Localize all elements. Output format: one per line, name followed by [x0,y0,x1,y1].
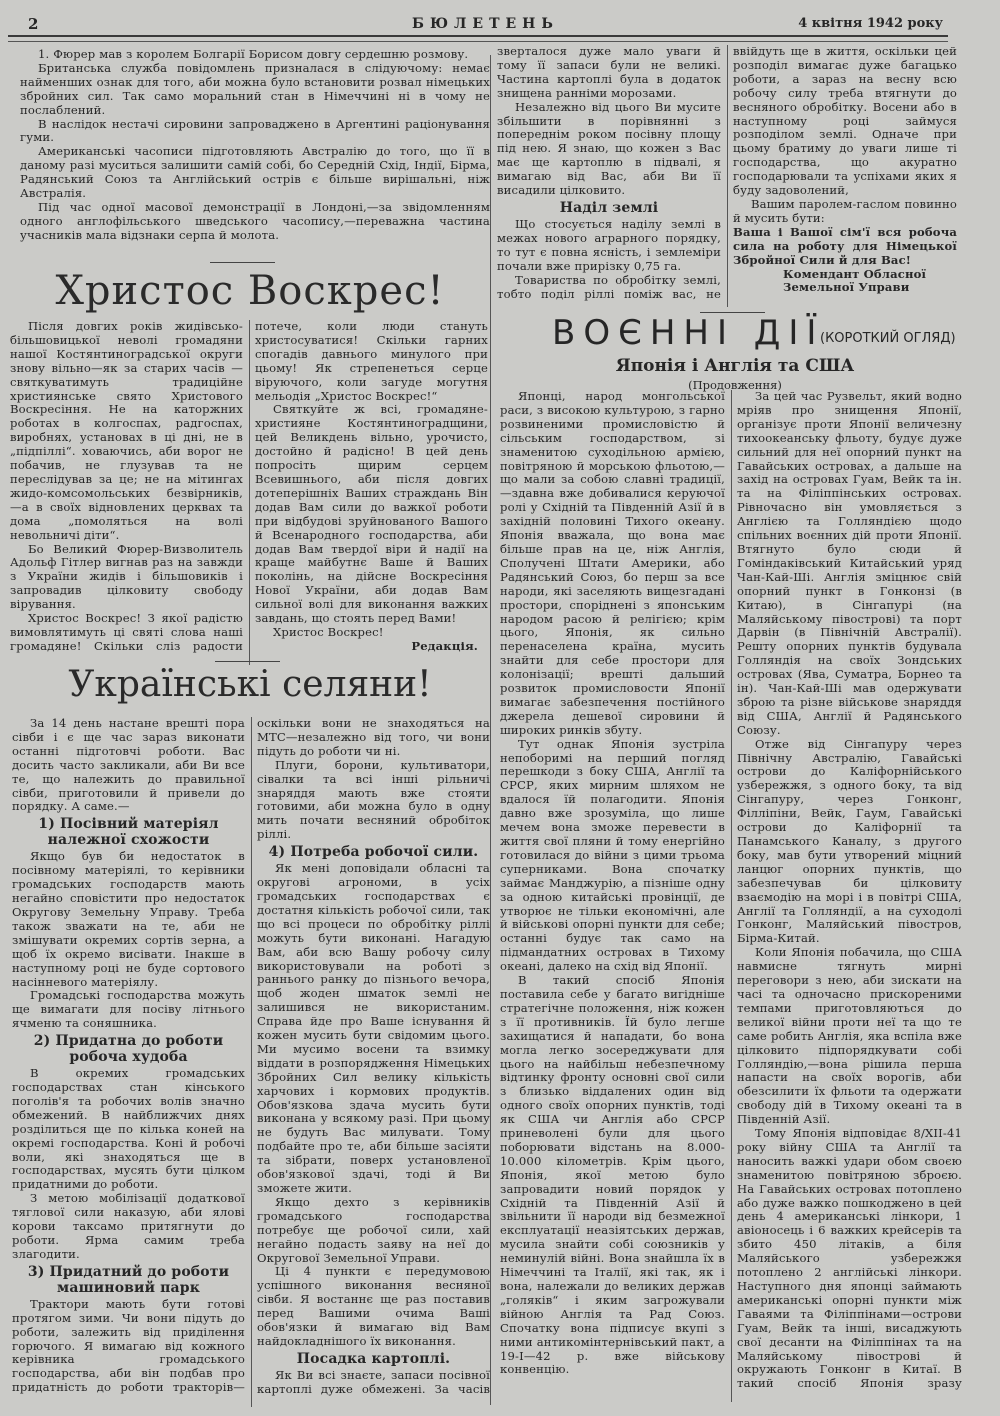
paragraph: Бо Великий Фюрер-Визволитель Адольф Гітлер вигнав раз на завжди з України жидів і більшовиків і запровадив цілковиту свободу вірування. [10,541,243,612]
news-brief-article [20,48,490,258]
section-heading: 1) Посівний матеріял належної схожости [38,816,219,849]
paragraph: Тому Японія відповідає 8/XII-41 року війну США та Англії та наносить важкі удари обом своєю знаменитою повітряною зброєю. На Гавайських островах потоплено або дуже важко пошкоджено в цей день 4 американські лінкори, 1 авіоносець і 6 важких крейсерів та збито 450 літаків, а біля Маляйського узбережжя потоплено 2 англійські лінкори. Наступного дня японці займають американські опорні пункти між Гаваями та Філіппінами—острови Гуам, Вейк та інші, висаджують свої десанти на Філіппінах та на Маляйському півострові й окружають Гонконг в Китаї. В такий спосіб Японія зразу [737,1126,962,1391]
issue-date: 4 квітня 1942 року [798,16,943,31]
peasants-article [12,717,490,1407]
page-number: 2 [28,15,39,33]
paragraph: В окремих громадських господарствах стан кінського поголів'я та робочих волів значно обмежений. В найближчих днях розділиться ще по кілька коней на окремі господарства. Коні й робочі воли, які знаходяться ще в господарствах, мусять бути цілком придатними до роботи. [12,1066,245,1192]
paragraph: Якщо був би недостаток в посівному матеріялі, то керівники громадських господарств мають негайно сповістити про недостаток Округову Земельну Управу. Треба також зважати на те, аби не змішувати окремих сортів зерна, а щоб їх окремо висівати. Інакше в наступному році не буде сортового насінневого матеріялу. [12,849,245,989]
war-subheadline: Японія і Англія та США [615,356,855,376]
paragraph: В такий спосіб Японія поставила себе у багато вигідніше стратегічне положення, ніж кожен з її противників. Їй було легше захищатися й нападати, бо вона могла легко зосереджувати для цього на найбільш небезпечному відтинку фронту основні свої сили з близько віддалених один від одного своїх опорних пунктів, тоді як США чи Англія або СРСР приневолені були для цього поборювати відстань на 8.000-10.000 кілометрів. Крім цього, Японія, якої метою було запровадити новий порядок у Східній та Південній Азії й звільнити її народи від безмежної експлуатації неазіятських держав, мусила знайти собі союзників у неминулій війні. Вона знайшла їх в Німеччині та Італії, які так, як і вона, належали до великих держав „голяків“ і яким загрожували війною Англія та Рад Союз. Спочатку вона підписує вкупі з ними антикомінтернівський пакт, а 19-I—42 р. вже військову конвенцію. [500,973,725,1377]
page-column-rule [490,55,491,1405]
paragraph: Як мені доповідали обласні та округові агрономи, в усіх громадських господарствах є достатня кількість робочої сили, так що всі процеси по обробітку ріллі можуть бути виконані. Нагадую Вам, аби всю Вашу робочу силу використовували на роботі з раннього ранку до пізнього вечора, щоб жоден шматок землі не залишився не використаним. Справа йде про Ваше існування й кожен мусить бути свідомим цього. Ми мусимо восени та взимку віддати в розпорядження Німецьких Збройних Сил велику кількість харчових і кормових продуктів. Обов'язкова здача мусить бути виконана у всякому разі. При цьому не будуть Вас милувати. Тому подбайте про те, аби більше засіяти та зібрати, поверх установленої обов'язкової здачі, тоді й Ви зможете жити. [257,861,490,1195]
paragraph: 1. Фюрер мав з королем Болгарії Борисом довгу сердешню розмову. [38,47,469,61]
section-heading: 4) Потреба робочої сили. [268,844,479,861]
paragraph: Громадські господарства можуть ще вимагати для посіву літнього ячменю та соняшника. [12,988,245,1031]
masthead-rule [8,35,948,42]
paragraph: Святкуйте ж всі, громадяне-християне Костянтиноградщини, цей Великдень вільно, урочисто, достойно й радісно! В цей день попросіть щирим серцем Всевишнього, аби після довгих дотеперішніх Ваших страждань Він додав Вам сили до важкої роботи при відбудові зруйнованого Вашого й Всенародного господарства, аби додав Вам твердої віри й надії на краще майбутнє Ваше й Ваших поколінь, на дійсне Воскресіння Нової України, аби додав Вам сильної волі для виконання важких завдань, що стоять перед Вами! [255,402,488,626]
paragraph: Плуги, борони, культиватори, сівалки та всі інші рільничі знаряддя мають вже стояти готовими, аби можна було в одну мить почати весняний обробіток ріллі. [257,757,490,842]
peasants-continuation-article [497,45,957,307]
paragraph: З метою мобілізації додаткової тяглової сили наказую, аби ялові корови таксамо притягнути до роботи. Ярма самим треба злагодити. [12,1191,245,1261]
signature-line: Редакція. [411,638,478,653]
signature-line: Земельної Управи [783,280,910,295]
war-headline-note: (КОРОТКИЙ ОГЛЯД) [820,331,956,346]
paragraph: Американські часописи підготовляють Австралію до того, що її в даному разі муситься залишити самій собі, бо Середній Схід, Індії, Бірма, Радянський Союз та Англійський острів є більше вирішальні, ніж Австралія. [20,144,490,201]
peasants-headline: Українські селяни! [68,664,432,705]
newspaper-title: БЮЛЕТЕНЬ [412,16,559,32]
paragraph: Отже від Сінгапуру через Північну Австралію, Гавайські острови до Каліфорнійського узбережжя, з одного боку, та від Сінгапуру, через Гонконг, Філліпіни, Вейк, Гаум, Гавайські острови до Каліфорнії та Панамського Каналу, з другого боку, мав бути утворений міцний ланцюг опорних пунктів, що забезпечував би цілковиту взаємодію на морі і в повітрі США, Англії та Голляндії, а на суходолі Гонконг, Маляйський півостров, Бірма-Китай. [737,736,962,946]
divider [215,661,280,662]
paragraph: В наслідок нестачі сировини запроваджено в Аргентині раціонування гуми. [20,116,490,145]
paragraph: За цей час Рузвельт, який водно мріяв про знищення Японії, організує проти Японії величезну тихоокеанську фльоту, будує дуже сильний для неї опорний пункт на Гавайських островах, а дальше на захід на островах Гуам, Вейк та ін. та на Філіппінських островах. Рівночасно він умовляється з Англією та Голляндією щодо спільних воєнних дій проти Японії. Втягнуто було сюди й Гоміндаківський Китайський уряд Чан-Кай-Ші. Англія зміцнює свій опорний пункт в Гонконзі (в Китаю), в Сінгапурі (на Маляйському півострові) та порт Дарвін (в Північній Австралії). Решту опорних пунктів будувала Голляндія на своїх Зондських островах (Ява, Суматра, Борнео та ін). Чан-Кай-Ші мав одержувати зброю та різне військове знаряддя від США, Англії й Радянського Союзу. [737,390,962,737]
signature-line: Комендант Обласної [783,266,927,281]
paragraph: Тут однак Японія зустріла непоборимі на перший погляд перешкоди з боку США, Англії та СРСР, яких мирним шляхом не вдалося їй полагодити. Японія давно вже зрозуміла, що лише мечем вона зможе перевести в життя свої пляни й тому енергійно готовилася до війни з цими трьома суперниками. Вона спочатку займає Манджурію, а пізніше одну за одною китайські провінції, де утворює не тільки економічні, але й військові опорні пункти для себе; останні будує так само на підмандатних островах в Тихому океані, далеко на схід від Японії. [500,736,725,974]
paragraph: Британська служба повідомлень призналася в слідуючому: немає найменших ознак для того, аби можна було встановити розвал німецьких збройних сил. Так само моральний стан в Німеччині ні в чому не послаблений. [20,60,490,117]
paragraph: Христос Воскрес! З якої радістю вимовлятимуть ці святі слова наші громадяне! Скільки сліз радости потече, коли люди стануть христосуватися! Скільки гарних спогадів давнього минулого при цьому! Як стрепенеться серце віруючого, коли загуде могутня мельодія „Христос Воскрес!“ [10,320,488,653]
masthead [28,12,943,36]
paragraph: Японці, народ монгольської раси, з високою культурою, з гарно розвиненими промисловістю й сільським господарством, зі знаменитою суходільною армією, повітряною й морською фльотою,—що мали за собою славні традиції,—здавна вже добивалися керуючої ролі у Східній та Південній Азії й в західній половині Тихого океану. Японія вважала, що вона має більше прав на це, ніж Англія, Сполучені Штати Америки, або Радянський Союз, бо перш за все народи, які заселяють вищезгадані простори, споріднені з японським народом расою й релігією; крім цього, Японія, як сильно перенаселена країна, мусить знайти для себе простори для колонізації; врешті дальший розвиток промисловости Японії вимагає забезпечення постійного джерела дешевої сировини й широких ринків збуту. [500,390,725,737]
paragraph: Христос Воскрес! [273,624,384,639]
section-heading: Посадка картоплі. [296,1350,451,1367]
easter-headline: Христос Воскрес! [55,268,445,314]
paragraph: Вашим паролем-гаслом повинно й мусить бути: [733,196,957,225]
easter-article [10,320,488,665]
paragraph: Після довгих років жидівсько-більшовицької неволі громадяни нашої Костянтиноградської округи знову вільно—як за старих часів — святкуватимуть традиційне християнське свято Христового Воскресіння. Не на каторжних роботах в колгоспах, радгоспах, виробнях, установах в ці дні, не в „підпіллі“. ховаючись, аби ворог не побачив, не глузував та не переслідував за це; не на мітингах жидо-комсомольських безвірників, —а в своїх відновлених церквах та дома „помоляться на волі невольничі діти“. [10,320,243,542]
paragraph: Товариства по обробітку землі, тобто поділ ріллі поміж вас, не ввійдуть ще в життя, оскільки цей розподіл вимагає дуже багацько роботи, а зараз на весну всю робочу силу треба втягнути до весняного обробітку. Восени або в наступному році займуся розподілом землі. Одначе при цьому братиму до уваги лише ті господарства, що акуратно господарювали та успіхами яких я буду задоволений, [497,45,957,301]
paragraph: Незалежно від цього Ви мусите збільшити в порівнянні з попереднім роком посівну площу під нею. Я знаю, що кожен з Вас має ще картоплю в підвалі, я вимагаю від Вас, аби Ви її висадили цілковито. [497,99,721,198]
section-heading: 2) Придатна до роботи робоча худоба [33,1033,224,1066]
paragraph: За 14 день настане врешті пора сівби і є ще час зараз виконати останні підготовчі роботи. Вас досить часто закликали, аби Ви все те, що належить до правильної сівби, приготовили й привели до порядку. А саме.— [12,717,245,814]
paragraph: Коли Японія побачила, що США навмисне тягнуть мирні переговори з нею, аби зискати на часі та одночасно прискореними темпами приготовляються до великої війни проти неї та що те саме робить Англія, яка вспіла вже цілковито підпорядкувати собі Голляндію,—вона рішила перша напасти на своїх ворогів, аби обезсилити їх фльоти та одержати свободу дій в Тихому океані та в Південній Азії. [737,945,962,1127]
divider [210,262,275,263]
paragraph: Ці 4 пункти є передумовою успішного виконання весняної сівби. Я востаннє ще раз поставив перед Вашими очима Ваші обов'язки й вимагаю від Вам найдокладнішого їх виконання. [257,1264,490,1348]
paragraph: Під час одної масової демонстрації в Лондоні,—за звідомленням одного англофільського шведського часопису,—переважна частина учасників мала відзнаки серпа й молота. [20,199,490,242]
war-headline: ВОЄННІ ДІЇ [552,313,825,353]
paragraph: зверталося дуже мало уваги й тому її запаси були не великі. Частина картоплі була в додаток знищена ранніми морозами. [497,45,721,100]
war-article [500,390,962,1402]
section-heading: 3) Придатний до роботи машиновий парк [27,1263,230,1296]
paragraph: Що стосується наділу землі в межах нового аграрного порядку, то тут є повна ясність, і землеміри почали вже прирізку 0,75 га. [497,216,721,273]
paragraph: Якщо дехто з керівників громадського господарства потребує ще робочої сили, хай негайно подасть заяву на неї до Округової Земельної Управи. [257,1194,490,1265]
section-heading: Наділ землі [559,199,659,216]
paragraph: Ваша і Вашої сім'ї вся робоча сила на роботу для Німецької Збройної Сили й для Вас! [733,224,957,267]
continued-label: (Продовження) [688,378,782,392]
paragraph: Як Ви всі знаєте, запаси посівної картоплі дуже обмежені. За часів [257,1367,490,1396]
paragraph: Трактори мають бути готові протягом зими. Чи вони підуть до роботи, залежить від приділення горючого. Я вимагаю від кожного керівника громадського господарства, аби він подбав про придатність до роботи тракторів—оскільки вони не знаходяться на МТС—незалежно від того, чи вони підуть до роботи чи ні. [12,717,490,1395]
